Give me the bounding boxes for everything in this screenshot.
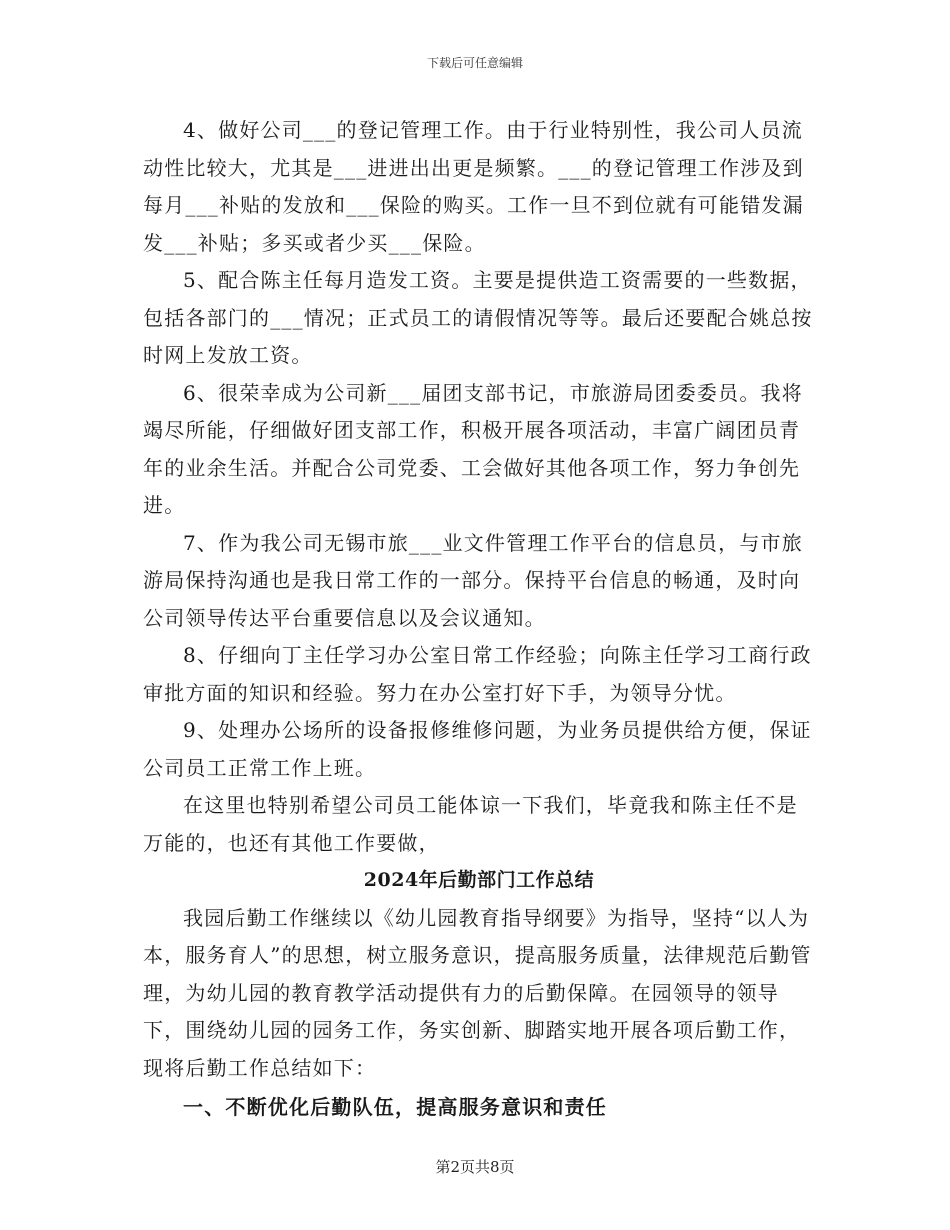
paragraph-item-5: 5、配合陈主任每月造发工资。主要是提供造工资需要的一些数据，包括各部门的___情况；正式员工的请假情况等等。最后还要配合姚总按时网上发放工资。 [143, 268, 813, 367]
paragraph-item-4: 4、做好公司___的登记管理工作。由于行业特别性，我公司人员流动性比较大，尤其是___进进出出更是频繁。___的登记管理工作涉及到每月___补贴的发放和___保险的购买。工作一旦不到位就有可能错发漏发___补贴；多买或者少买___保险。 [143, 118, 804, 255]
paragraph-item-7: 7、作为我公司无锡市旅___业文件管理工作平台的信息员，与市旅游局保持沟通也是我日常工作的一部分。保持平台信息的畅通，及时向公司领导传达平台重要信息以及会议通知。 [143, 530, 803, 630]
paragraph-closing-note: 在这里也特别希望公司员工能体谅一下我们，毕竟我和陈主任不是万能的，也还有其他工作要做， [143, 793, 798, 855]
document-title: 2024年后勤部门工作总结 [363, 869, 595, 891]
page-header: 下载后可任意编辑 [426, 56, 523, 70]
paragraph-item-8: 8、仔细向丁主任学习办公室日常工作经验；向陈主任学习工商行政审批方面的知识和经验。努力在办公室打好下手，为领导分忧。 [143, 643, 812, 705]
section-heading: 一、不断优化后勤队伍，提高服务意识和责任 [183, 1095, 607, 1119]
paragraph-item-6: 6、很荣幸成为公司新___届团支部书记，市旅游局团委委员。我将竭尽所能，仔细做好团支部工作，积极开展各项活动，丰富广阔团员青年的业余生活。并配合公司党委、工会做好其他各项工作，努力争创先进。 [143, 380, 803, 517]
document-body [143, 112, 815, 1127]
paragraph-intro: 我园后勤工作继续以《幼儿园教育指导纲要》为指导，坚持“以人为本，服务育人”的思想，树立服务意识，提高服务质量，法律规范后勤管理，为幼儿园的教育教学活动提供有力的后勤保障。在园领导的领导下，围绕幼儿园的园务工作，务实创新、脚踏实地开展各项后勤工作，现将后勤工作总结如下： [143, 905, 812, 1080]
page-footer: 第2页共8页 [435, 1158, 515, 1176]
paragraph-item-9: 9、处理办公场所的设备报修维修问题，为业务员提供给方便，保证公司员工正常工作上班。 [143, 718, 812, 780]
